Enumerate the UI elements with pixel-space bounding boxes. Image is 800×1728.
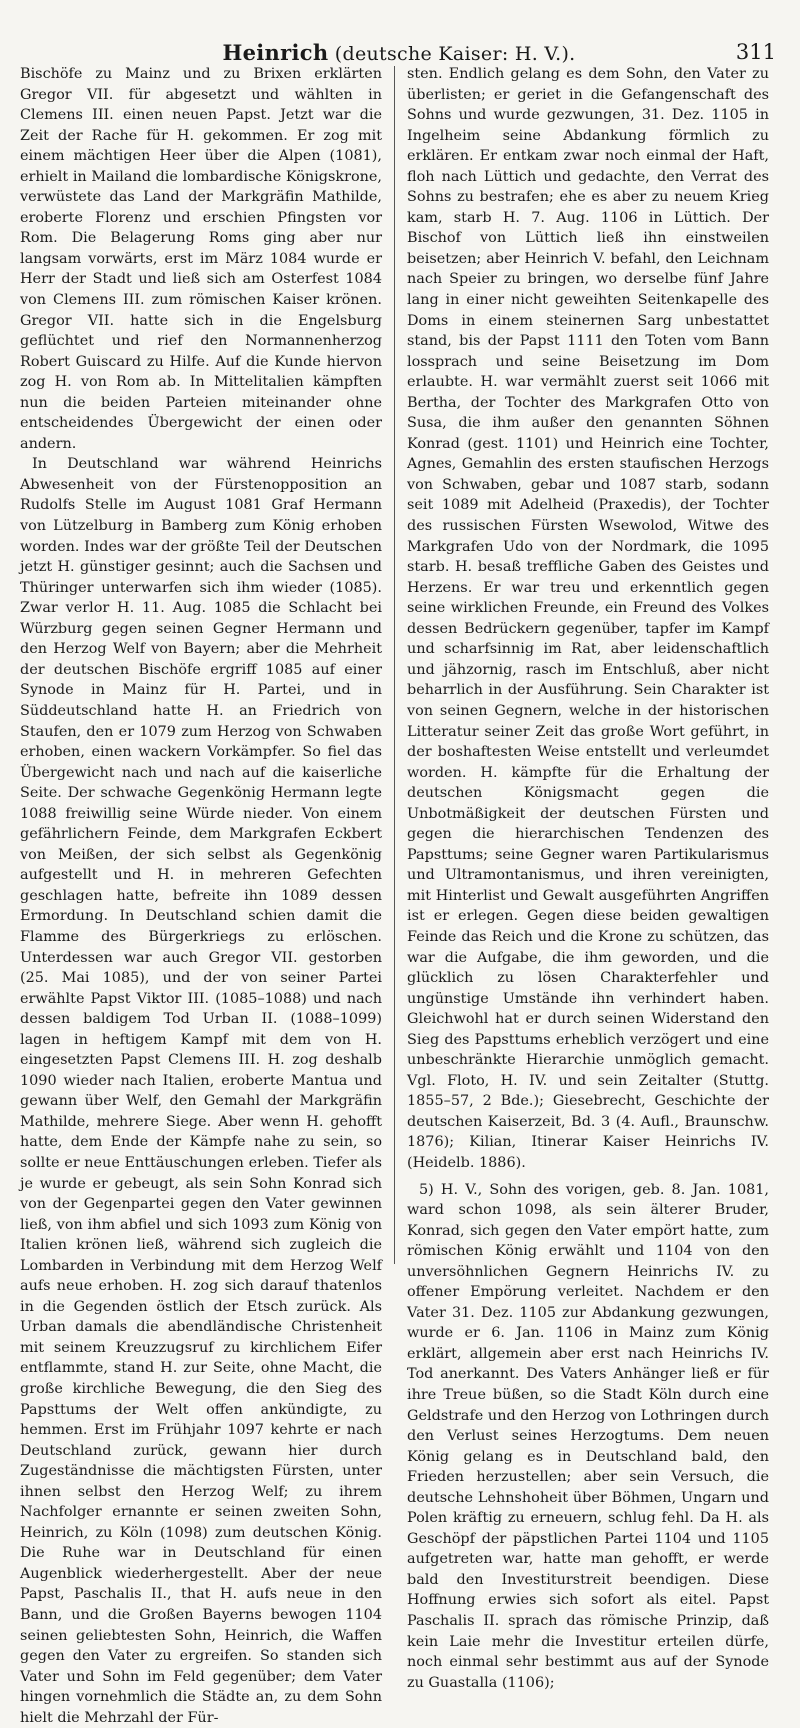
right-column (395, 64, 769, 1691)
left-column (20, 64, 394, 1726)
running-title-rest: (deutsche Kaiser: H. V.). (334, 43, 576, 65)
text-columns (20, 64, 778, 1726)
right-paragraph-2: 5) H. V., Sohn des vorigen, geb. 8. Jan. 1081, ward schon 1098, als sein älterer Bruder, Konrad, sich gegen den Vater empört hatte, zum römischen König erwählt und 1104 von den unversöhnlichen Gegnern Heinrichs IV. zu offener Empörung verleitet. Nachdem er den Vater 31. Dez. 1105 zur Abdankung gezwungen, wurde er 6. Jan. 1106 in Mainz zum König erklärt, allgemein aber erst nach Heinrichs IV. Tod anerkannt. Des Vaters Anhänger ließ er für ihre Treue büßen, so die Stadt Köln durch eine Geldstrafe und den Herzog von Lothringen durch den Verlust seines Herzogtums. Dem neuen König gelang es in Deutschland bald, den Frieden herzustellen; aber sein Versuch, die deutsche Lehnshoheit über Böhmen, Ungarn und Polen kräftig zu erneuern, schlug fehl. Da H. als Geschöpf der päpstlichen Partei 1104 und 1105 aufgetreten war, hatte man gehofft, er werde bald den Investiturstreit beendigen. Diese Hoffnung erwies sich sofort als eitel. Papst Paschalis II. sprach das römische Prinzip, daß kein Laie mehr die Investitur erteilen dürfe, noch einmal sehr bestimmt aus auf der Synode zu Guastalla (1106); (407, 1181, 769, 1691)
right-paragraph-1: sten. Endlich gelang es dem Sohn, den Vater zu überlisten; er geriet in die Gefangenschaft des Sohns und wurde gezwungen, 31. Dez. 1105 in Ingelheim seine Abdankung förmlich zu erklären. Er entkam zwar noch einmal der Haft, floh nach Lüttich und gedachte, den Verrat des Sohns zu bestrafen; ehe es aber zu neuem Krieg kam, starb H. 7. Aug. 1106 in Lüttich. Der Bischof von Lüttich ließ ihn einstweilen beisetzen; aber Heinrich V. befahl, den Leichnam nach Speier zu bringen, wo derselbe fünf Jahre lang in einer nicht geweihten Seitenkapelle des Doms in einem steinernen Sarg unbestattet stand, bis der Papst 1111 den Toten vom Bann lossprach und seine Beisetzung im Dom erlaubte. H. war vermählt zuerst seit 1066 mit Bertha, der Tochter des Markgrafen Otto von Susa, die ihm außer den genannten Söhnen Konrad (gest. 1101) und Heinrich eine Tochter, Agnes, Gemahlin des ersten staufischen Herzogs von Schwaben, gebar und 1087 starb, sodann seit 1089 mit Adelheid (Praxedis), der Tochter des russischen Fürsten Wsewolod, Witwe des Markgrafen Udo von der Nordmark, die 1095 starb. H. besaß treffliche Gaben des Geistes und Herzens. Er war treu und erkenntlich gegen seine wirklichen Freunde, ein Freund des Volkes dessen Bedrückern gegenüber, tapfer im Kampf und scharfsinnig im Rat, aber leidenschaftlich und jähzornig, rasch im Entschluß, aber nicht beharrlich in der Ausführung. Sein Charakter ist von seinen Gegnern, welche in der historischen Litteratur seiner Zeit das große Wort geführt, in der boshaftesten Weise entstellt und verleumdet worden. H. kämpfte für die Erhaltung der deutschen Königsmacht gegen die Unbotmäßigkeit der deutschen Fürsten und gegen die hierarchischen Tendenzen des Papsttums; seine Gegner waren Partikularismus und Ultramontanismus, und ihren vereinigten, mit Hinterlist und Gewalt ausgeführten Angriffen ist er erlegen. Gegen diese beiden gewaltigen Feinde das Reich und die Krone zu schützen, das war die Aufgabe, die ihm geworden, und die glücklich zu lösen Charakterfehler und ungünstige Umstände ihn verhindert haben. Gleichwohl hat er durch seinen Widerstand den Sieg des Papsttums erheblich verzögert und eine unbeschränkte Hierarchie unmöglich gemacht. Vgl. Floto, H. IV. und sein Zeitalter (Stuttg. 1855–57, 2 Bde.); Giesebrecht, Geschichte der deutschen Kaiserzeit, Bd. 3 (4. Aufl., Braunschw. 1876); Kilian, Itinerar Kaiser Heinrichs IV. (Heidelb. 1886). (407, 66, 769, 1171)
page-number: 311 (735, 40, 776, 64)
left-paragraph-1: Bischöfe zu Mainz und zu Brixen erklärten Gregor VII. für abgesetzt und wählten in Clemens III. einen neuen Papst. Jetzt war die Zeit der Rache für H. gekommen. Er zog mit einem mächtigen Heer über die Alpen (1081), erhielt in Mailand die lombardische Königskrone, verwüstete das Land der Markgräfin Mathilde, eroberte Florenz und erschien Pfingsten vor Rom. Die Belagerung Roms ging aber nur langsam vorwärts, erst im März 1084 wurde er Herr der Stadt und ließ sich am Osterfest 1084 von Clemens III. zum römischen Kaiser krönen. Gregor VII. hatte sich in die Engelsburg geflüchtet und rief den Normannenherzog Robert Guiscard zu Hilfe. Auf die Kunde hiervon zog H. von Rom ab. In Mittelitalien kämpften nun die beiden Parteien miteinander ohne entscheidendes Übergewicht der einen oder andern. (20, 66, 382, 452)
running-title (20, 40, 778, 65)
running-title-main: Heinrich (222, 40, 329, 65)
left-paragraph-2: In Deutschland war während Heinrichs Abwesenheit von der Fürstenopposition an Rudolfs Stelle im August 1081 Graf Hermann von Lützelburg in Bamberg zum König erhoben worden. Indes war der größte Teil der Deutschen jetzt H. günstiger gesinnt; auch die Sachsen und Thüringer unterwarfen sich ihm wieder (1085). Zwar verlor H. 11. Aug. 1085 die Schlacht bei Würzburg gegen seinen Gegner Hermann und den Herzog Welf von Bayern; aber die Mehrheit der deutschen Bischöfe ergriff 1085 auf einer Synode in Mainz für H. Partei, und in Süddeutschland hatte H. an Friedrich von Staufen, den er 1079 zum Herzog von Schwaben erhoben, einen wackern Vorkämpfer. So fiel das Übergewicht nach und nach auf die kaiserliche Seite. Der schwache Gegenkönig Hermann legte 1088 freiwillig seine Würde nieder. Von einem gefährlichern Feinde, dem Markgrafen Eckbert von Meißen, der sich selbst als Gegenkönig aufgestellt und H. in mehreren Gefechten geschlagen hatte, befreite ihn 1089 dessen Ermordung. In Deutschland schien damit die Flamme des Bürgerkriegs zu erlöschen. Unterdessen war auch Gregor VII. gestorben (25. Mai 1085), und der von seiner Partei erwählte Papst Viktor III. (1085–1088) und nach dessen baldigem Tod Urban II. (1088–1099) lagen in heftigem Kampf mit dem von H. eingesetzten Papst Clemens III. H. zog deshalb 1090 wieder nach Italien, eroberte Mantua und gewann über Welf, den Gemahl der Markgräfin Mathilde, mehrere Siege. Aber wenn H. gehofft hatte, dem Ende der Kämpfe nahe zu sein, so sollte er neue Enttäuschungen erleben. Tiefer als je wurde er gebeugt, als sein Sohn Konrad sich von der Gegenpartei gegen den Vater gewinnen ließ, von ihm abfiel und sich 1093 zum König von Italien krönen ließ, während sich zugleich die Lombarden in Verbindung mit dem Herzog Welf aufs neue erhoben. H. zog sich darauf thatenlos in die Gegenden östlich der Etsch zurück. Als Urban damals die abendländische Christenheit mit seinem Kreuzzugsruf zu kirchlichem Eifer entflammte, stand H. zur Seite, ohne Macht, die große kirchliche Bewegung, die den Sieg des Papsttums der Welt offen ankündigte, zu hemmen. Erst im Frühjahr 1097 kehrte er nach Deutschland zurück, gewann hier durch Zugeständnisse die mächtigsten Fürsten, unter ihnen selbst den Herzog Welf; zu ihrem Nachfolger ernannte er seinen zweiten Sohn, Heinrich, zu Köln (1098) zum deutschen König. Die Ruhe war in Deutschland für einen Augenblick wiederhergestellt. Aber der neue Papst, Paschalis II., that H. aufs neue in den Bann, und die Großen Bayerns bewogen 1104 seinen geliebtesten Sohn, Heinrich, die Waffen gegen den Vater zu ergreifen. So standen sich Vater und Sohn im Feld gegenüber; dem Vater hingen vornehmlich die Städte an, zu dem Sohn hielt die Mehrzahl der Für- (20, 456, 382, 1726)
running-header (20, 18, 778, 64)
